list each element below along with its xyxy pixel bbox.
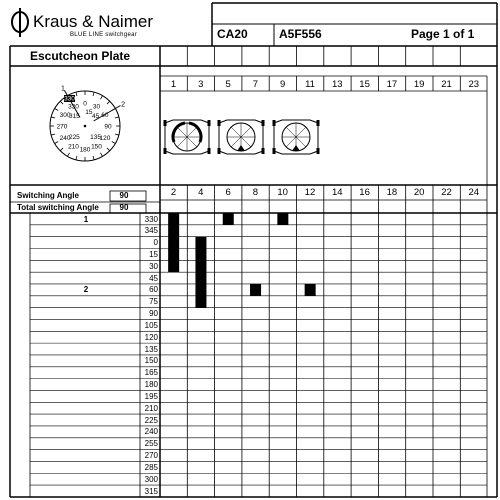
terminal-label-bottom: 8 bbox=[252, 187, 259, 198]
terminal-label-top: 15 bbox=[359, 79, 370, 90]
row-angle-label: 75 bbox=[149, 297, 158, 307]
row-angle-label: 45 bbox=[149, 273, 158, 283]
row-angle-label: 90 bbox=[149, 309, 158, 319]
row-angle-label: 315 bbox=[144, 486, 158, 496]
row-angle-label: 60 bbox=[149, 285, 158, 295]
dial-tick bbox=[60, 101, 63, 104]
terminal-icon bbox=[273, 120, 276, 126]
terminal-label-bottom: 20 bbox=[413, 187, 425, 198]
dial-tick bbox=[93, 156, 94, 160]
dial-angle-label: 315 bbox=[68, 112, 80, 120]
dial-angle-label: 15 bbox=[85, 109, 93, 117]
row-angle-label: 240 bbox=[144, 427, 158, 437]
dial-tick bbox=[55, 109, 58, 111]
contact-closure-bar bbox=[277, 213, 288, 225]
terminal-icon bbox=[218, 120, 221, 126]
dial-tick bbox=[101, 153, 103, 156]
row-angle-label: 285 bbox=[144, 462, 158, 472]
dial-angle-label: 90 bbox=[104, 123, 112, 131]
dial-tick bbox=[101, 96, 103, 99]
dial-angle-label: 0 bbox=[83, 100, 87, 108]
dial-tick bbox=[115, 134, 119, 135]
row-angle-label: 300 bbox=[144, 474, 158, 484]
dial-angle-label: 210 bbox=[68, 143, 79, 151]
cam-spoke bbox=[286, 137, 296, 147]
dial-angle-label: 180 bbox=[79, 146, 91, 154]
part-number: A5F556 bbox=[279, 27, 322, 41]
dial-center bbox=[84, 125, 87, 128]
cam-contact-arc bbox=[189, 123, 201, 142]
terminal-label-top: 1 bbox=[170, 79, 177, 90]
dial-tick bbox=[76, 92, 77, 96]
terminal-label-top: 3 bbox=[198, 79, 204, 90]
row-angle-label: 0 bbox=[153, 238, 158, 248]
dial-angle-label: 120 bbox=[99, 135, 111, 142]
cam-notch bbox=[237, 145, 245, 151]
terminal-label-top: 23 bbox=[468, 79, 480, 90]
contact-closure-bar bbox=[305, 284, 316, 296]
cam-notch bbox=[292, 145, 300, 151]
row-angle-label: 135 bbox=[144, 344, 158, 354]
terminal-label-top: 19 bbox=[413, 79, 425, 90]
total-switching-angle-value: 90 bbox=[119, 203, 129, 212]
row-angle-label: 345 bbox=[144, 226, 158, 236]
row-angle-label: 105 bbox=[144, 320, 158, 330]
terminal-label-top: 13 bbox=[332, 79, 343, 90]
contact-closure-bar bbox=[195, 237, 206, 308]
terminal-icon bbox=[208, 120, 211, 126]
terminal-label-bottom: 10 bbox=[277, 187, 288, 198]
terminal-label-top: 9 bbox=[280, 79, 286, 90]
terminal-label-bottom: 14 bbox=[332, 187, 343, 198]
cam-contact-arc bbox=[173, 123, 185, 142]
dial-position-mark: 1 bbox=[61, 85, 65, 93]
dial-angle-label: 45 bbox=[91, 112, 100, 120]
cam-spoke bbox=[241, 127, 251, 137]
dial-tick bbox=[76, 156, 77, 160]
row-position-label: 2 bbox=[83, 285, 89, 295]
contact-closure-bar bbox=[250, 284, 261, 296]
dial-tick bbox=[112, 142, 115, 144]
row-angle-label: 330 bbox=[144, 214, 158, 224]
terminal-icon bbox=[262, 120, 265, 126]
dial-angle-label: 270 bbox=[56, 123, 68, 131]
terminal-label-top: 7 bbox=[252, 79, 259, 90]
dial-tick bbox=[115, 117, 119, 118]
terminal-label-bottom: 18 bbox=[386, 187, 398, 198]
dial-angle-label: 225 bbox=[68, 134, 80, 142]
page-title: Escutcheon Plate bbox=[30, 49, 131, 63]
dial-angle-label: 330 bbox=[68, 103, 79, 111]
terminal-icon bbox=[164, 148, 167, 154]
dial-angle-label: 300 bbox=[59, 112, 71, 119]
dial-tick bbox=[55, 142, 58, 144]
brand-name: Kraus & Naimer bbox=[33, 12, 153, 31]
switching-angle-label: Switching Angle bbox=[17, 191, 79, 200]
row-angle-label: 225 bbox=[144, 415, 158, 425]
terminal-label-bottom: 24 bbox=[468, 187, 480, 198]
brand-tagline: BLUE LINE switchgear bbox=[70, 32, 138, 38]
row-angle-label: 30 bbox=[149, 261, 158, 271]
dial-active-label: 330 bbox=[64, 95, 75, 103]
cam-spoke bbox=[241, 137, 251, 147]
switching-angle-value: 90 bbox=[119, 191, 129, 200]
terminal-icon bbox=[208, 148, 211, 154]
terminal-label-bottom: 4 bbox=[198, 187, 204, 198]
cam-spoke bbox=[231, 137, 241, 147]
cam-spoke bbox=[187, 137, 197, 147]
terminal-label-bottom: 2 bbox=[170, 187, 177, 198]
terminal-icon bbox=[317, 148, 320, 154]
cam-spoke bbox=[177, 137, 187, 147]
dial-angle-label: 60 bbox=[101, 112, 109, 119]
dial-tick bbox=[107, 101, 110, 104]
total-switching-angle-label: Total switching Angle bbox=[17, 203, 99, 212]
dial-angle-label: 30 bbox=[92, 103, 101, 111]
terminal-label-top: 5 bbox=[225, 79, 231, 90]
row-angle-label: 165 bbox=[144, 368, 158, 378]
contact-closure-bar bbox=[223, 213, 234, 225]
dial-angle-label: 240 bbox=[59, 135, 71, 142]
page-indicator: Page 1 of 1 bbox=[411, 27, 475, 41]
row-angle-label: 210 bbox=[144, 403, 158, 413]
terminal-icon bbox=[317, 120, 320, 126]
terminal-label-bottom: 12 bbox=[304, 187, 316, 198]
row-angle-label: 255 bbox=[144, 439, 158, 449]
dial-tick bbox=[51, 134, 55, 135]
row-angle-label: 270 bbox=[144, 451, 158, 461]
dial-tick bbox=[60, 148, 63, 151]
row-angle-label: 180 bbox=[144, 380, 158, 390]
terminal-label-top: 17 bbox=[386, 79, 398, 90]
terminal-icon bbox=[262, 148, 265, 154]
row-angle-label: 15 bbox=[149, 249, 158, 259]
cam-spoke bbox=[231, 127, 241, 137]
dial-tick bbox=[68, 153, 70, 156]
cam-spoke bbox=[187, 127, 197, 137]
terminal-icon bbox=[164, 120, 167, 126]
cam-spoke bbox=[296, 127, 306, 137]
terminal-label-bottom: 22 bbox=[441, 187, 452, 198]
cam-spoke bbox=[296, 137, 306, 147]
row-position-label: 1 bbox=[83, 214, 89, 224]
cam-spoke bbox=[177, 127, 187, 137]
row-angle-label: 120 bbox=[144, 332, 158, 342]
dial-position-mark: 2 bbox=[121, 101, 126, 109]
row-angle-label: 150 bbox=[144, 356, 158, 366]
terminal-label-bottom: 6 bbox=[225, 187, 231, 198]
terminal-label-top: 11 bbox=[305, 79, 315, 90]
terminal-label-bottom: 16 bbox=[359, 187, 370, 198]
series-code: CA20 bbox=[217, 27, 248, 41]
dial-tick bbox=[93, 92, 94, 96]
dial-tick bbox=[51, 117, 55, 118]
row-angle-label: 195 bbox=[144, 391, 158, 401]
dial-angle-label: 135 bbox=[90, 134, 102, 142]
terminal-icon bbox=[218, 148, 221, 154]
dial-tick bbox=[107, 148, 110, 151]
terminal-label-top: 21 bbox=[441, 79, 452, 90]
contact-closure-bar bbox=[168, 213, 179, 272]
terminal-icon bbox=[273, 148, 276, 154]
dial-angle-label: 150 bbox=[91, 143, 102, 151]
cam-spoke bbox=[286, 127, 296, 137]
